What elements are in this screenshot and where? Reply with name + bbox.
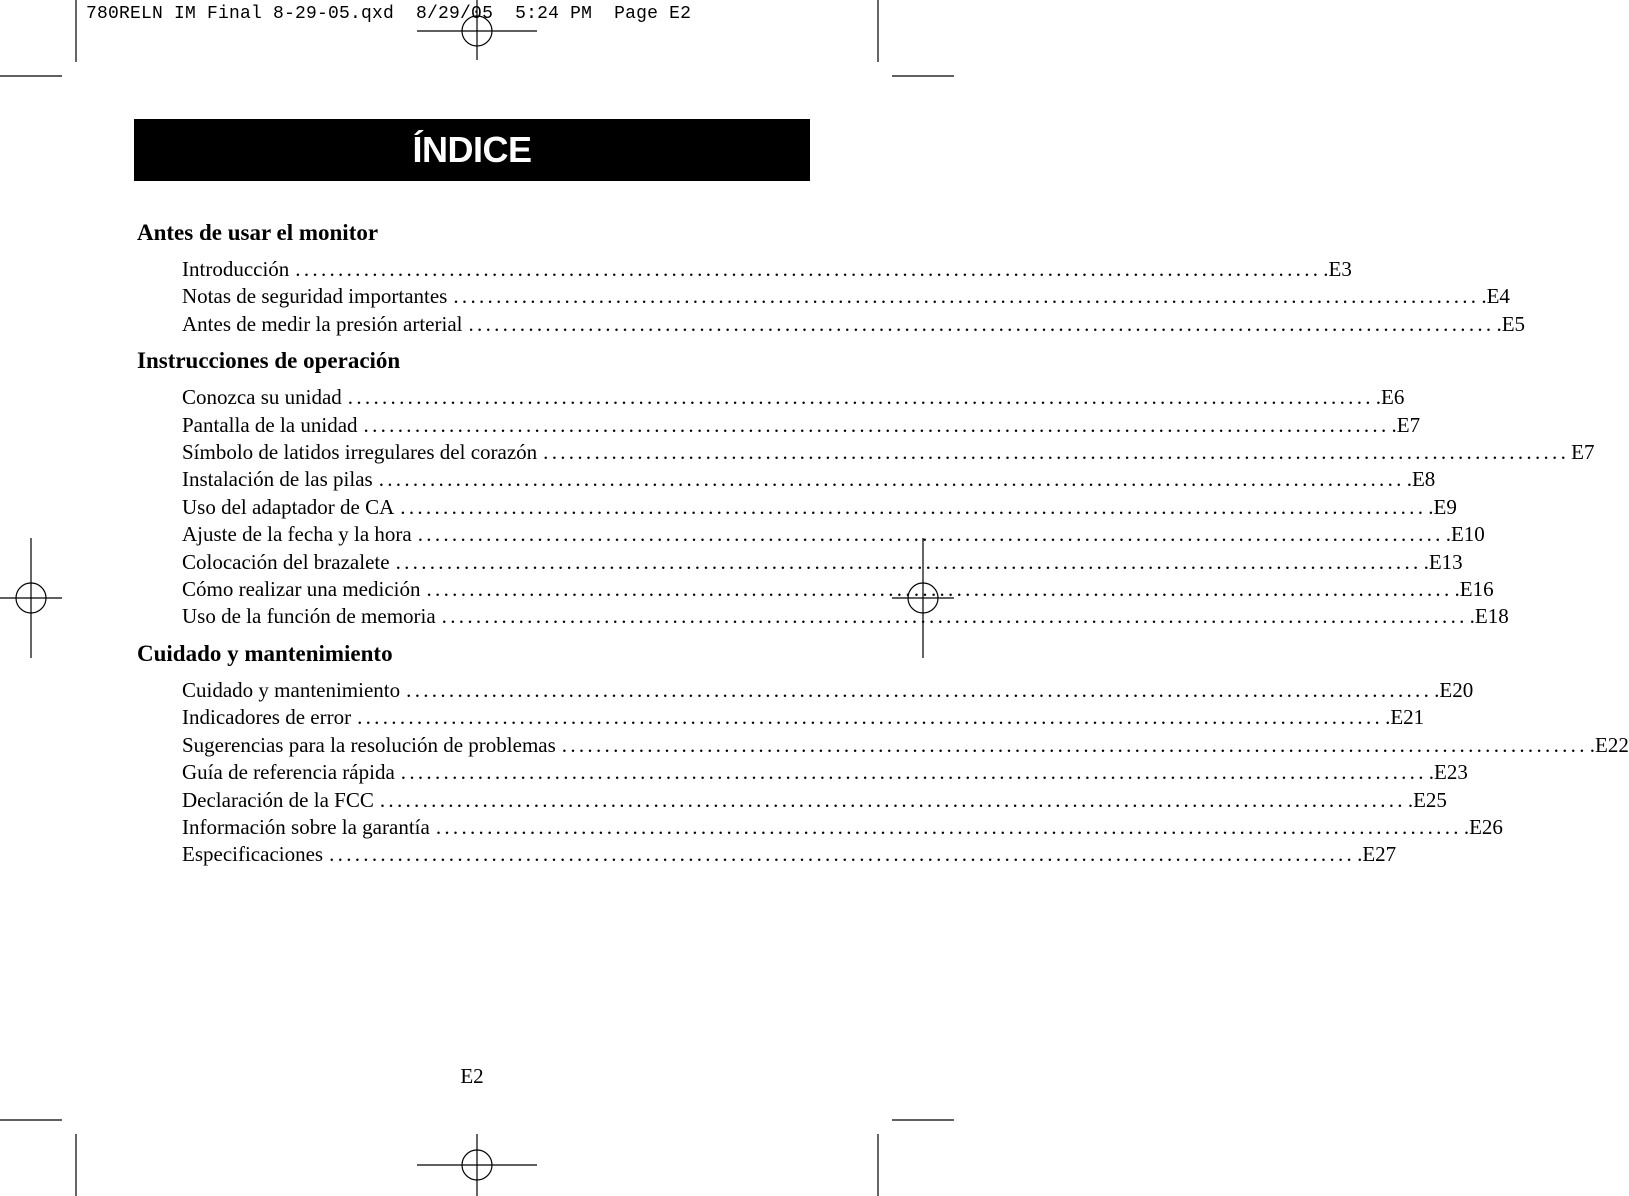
toc-entry-page: E7 xyxy=(1571,440,1595,465)
registration-mark-left xyxy=(0,538,62,658)
toc-entry-page: .E9 xyxy=(1428,494,1457,519)
toc-entry-label: Especificaciones xyxy=(182,842,324,867)
section-heading: Antes de usar el monitor xyxy=(137,220,379,245)
toc-entry-page: .E22 xyxy=(1589,732,1629,757)
toc-entry-page: .E18 xyxy=(1469,604,1509,629)
dot-leader: ........................................................................................................................ xyxy=(441,604,1468,629)
toc-entry xyxy=(182,787,1447,814)
toc-entry-page: .E13 xyxy=(1423,549,1463,574)
dot-leader: ........................................................................................................................ xyxy=(400,760,1427,785)
dot-leader: ........................................................................................................................ xyxy=(406,677,1433,702)
toc-entry-label: Colocación del brazalete xyxy=(182,549,390,574)
toc-entry-label: Introducción xyxy=(182,257,290,281)
toc-entry xyxy=(182,439,1595,466)
toc-entry xyxy=(182,677,1474,704)
toc-entry-page: .E26 xyxy=(1463,814,1503,839)
toc-entry xyxy=(182,759,1468,786)
toc-entry-list xyxy=(182,384,1595,631)
toc-entry-list xyxy=(182,677,1629,869)
toc-entry xyxy=(182,704,1425,731)
toc-entry-label: Símbolo de latidos irregulares del corazón xyxy=(182,440,538,465)
toc-entry-page: .E6 xyxy=(1375,385,1405,410)
section-heading: Instrucciones de operación xyxy=(137,348,401,374)
toc-section xyxy=(137,639,1629,869)
registration-mark-bottom xyxy=(417,1134,537,1196)
dot-leader: ........................................................................................................................ xyxy=(329,842,1356,867)
toc-entry xyxy=(182,311,1526,338)
dot-leader: ........................................................................................................................ xyxy=(453,284,1480,309)
toc-entry-page: .E20 xyxy=(1434,677,1474,702)
dot-leader: ........................................................................................................................ xyxy=(543,440,1570,465)
toc-entry-page: .E7 xyxy=(1391,412,1421,437)
toc-entry xyxy=(182,549,1463,576)
toc-entry-page: .E3 xyxy=(1323,257,1352,281)
table-of-contents xyxy=(137,218,1629,869)
toc-entry-label: Uso de la función de memoria xyxy=(182,604,436,629)
toc-entry-label: Indicadores de error xyxy=(182,705,352,730)
toc-entry xyxy=(182,494,1457,521)
dot-leader: ........................................................................................................................ xyxy=(400,494,1427,519)
dot-leader: ........................................................................................................................ xyxy=(378,467,1405,492)
dot-leader: ........................................................................................................................ xyxy=(417,522,1444,547)
dot-leader: ........................................................................................................................ xyxy=(561,732,1588,757)
toc-entry xyxy=(182,576,1494,603)
toc-entry-page: .E4 xyxy=(1481,284,1510,309)
dot-leader: ........................................................................................................................ xyxy=(357,705,1384,730)
toc-entry-label: Antes de medir la presión arterial xyxy=(182,311,463,336)
toc-entry xyxy=(182,384,1405,411)
toc-entry-label: Cómo realizar una medición xyxy=(182,577,421,602)
section-heading: Cuidado y mantenimiento xyxy=(137,640,393,666)
toc-section xyxy=(137,218,1526,338)
toc-entry-page: .E27 xyxy=(1357,842,1397,867)
print-slug-line: 780RELN IM Final 8-29-05.qxd 8/29/05 5:24 PM Page E2 xyxy=(86,4,692,24)
toc-entry-page: .E16 xyxy=(1454,577,1494,602)
toc-entry-page: .E23 xyxy=(1428,760,1468,785)
dot-leader: ........................................................................................................................ xyxy=(347,385,1374,410)
toc-entry xyxy=(182,841,1397,868)
toc-entry-page: .E21 xyxy=(1385,705,1425,730)
toc-entry-label: Sugerencias para la resolución de problemas xyxy=(182,732,556,757)
toc-section xyxy=(137,346,1595,631)
toc-entry-page: .E8 xyxy=(1406,467,1436,492)
page-number: E2 xyxy=(460,1064,484,1088)
dot-leader: ........................................................................................................................ xyxy=(395,549,1422,574)
toc-entry xyxy=(182,256,1352,283)
toc-entry-label: Conozca su unidad xyxy=(182,385,342,410)
toc-entry-label: Información sobre la garantía xyxy=(182,814,430,839)
dot-leader: ........................................................................................................................ xyxy=(426,577,1453,602)
toc-entry xyxy=(182,521,1485,548)
page-title: ÍNDICE xyxy=(412,129,532,170)
toc-entry-page: .E25 xyxy=(1407,787,1447,812)
dot-leader: ........................................................................................................................ xyxy=(468,311,1495,336)
title-banner xyxy=(134,119,810,181)
toc-entry-label: Instalación de las pilas xyxy=(182,467,373,492)
toc-entry-label: Pantalla de la unidad xyxy=(182,412,358,437)
dot-leader: ........................................................................................................................ xyxy=(379,787,1406,812)
toc-entry-label: Declaración de la FCC xyxy=(182,787,374,812)
toc-entry-page: .E5 xyxy=(1496,311,1526,336)
toc-entry-label: Guía de referencia rápida xyxy=(182,760,395,785)
toc-entry xyxy=(182,466,1436,493)
toc-entry xyxy=(182,283,1510,310)
toc-entry-label: Notas de seguridad importantes xyxy=(182,284,448,309)
toc-entry xyxy=(182,814,1503,841)
toc-entry-label: Ajuste de la fecha y la hora xyxy=(182,522,412,547)
registration-mark-top xyxy=(417,0,537,60)
toc-entry xyxy=(182,603,1509,630)
dot-leader: ........................................................................................................................ xyxy=(295,257,1322,281)
toc-entry-list xyxy=(182,256,1526,338)
toc-entry xyxy=(182,412,1421,439)
toc-entry xyxy=(182,732,1629,759)
dot-leader: ........................................................................................................................ xyxy=(363,412,1390,437)
dot-leader: ........................................................................................................................ xyxy=(435,814,1462,839)
toc-entry-label: Cuidado y mantenimiento xyxy=(182,677,401,702)
toc-entry-label: Uso del adaptador de CA xyxy=(182,494,395,519)
toc-entry-page: .E10 xyxy=(1445,522,1485,547)
